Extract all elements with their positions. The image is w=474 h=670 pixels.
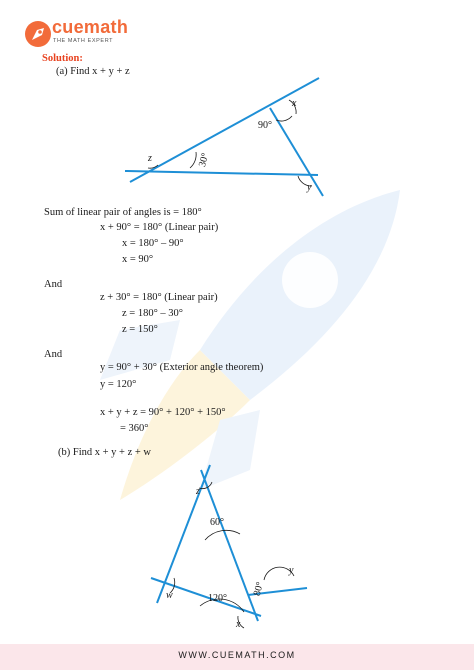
- label-120: 120°: [208, 593, 227, 604]
- step-line: x = 90°: [122, 254, 154, 265]
- label-z: z: [148, 153, 152, 164]
- step-line: And: [44, 279, 63, 290]
- label-x-b: x: [236, 619, 241, 630]
- step-line: z = 180° – 30°: [122, 308, 183, 319]
- step-line: z + 30° = 180° (Linear pair): [100, 292, 218, 303]
- step-line: x + y + z = 90° + 120° + 150°: [100, 407, 226, 418]
- footer-link[interactable]: WWW.CUEMATH.COM: [178, 650, 296, 660]
- step-line: y = 90° + 30° (Exterior angle theorem): [100, 362, 264, 373]
- label-80: 80°: [251, 580, 267, 598]
- solution-heading: Solution:: [42, 53, 83, 64]
- label-60: 60°: [210, 517, 224, 528]
- step-line: y = 120°: [100, 379, 137, 390]
- label-y-b: y: [289, 565, 294, 576]
- figure-a: [125, 78, 323, 196]
- part-a-title: (a) Find x + y + z: [56, 66, 130, 77]
- label-z-b: z: [196, 486, 200, 497]
- label-w: w: [166, 590, 173, 601]
- step-line: Sum of linear pair of angles is = 180°: [44, 207, 202, 218]
- part-b-title: (b) Find x + y + z + w: [58, 447, 152, 458]
- step-line: z = 150°: [122, 324, 158, 335]
- step-line: x = 180° – 90°: [122, 238, 184, 249]
- step-line: x + 90° = 180° (Linear pair): [100, 222, 219, 233]
- footer-bar: [0, 644, 474, 670]
- label-90: 90°: [258, 120, 272, 131]
- step-line: And: [44, 349, 63, 360]
- label-x: x: [292, 98, 297, 109]
- brand-name: cuemath: [52, 17, 129, 37]
- label-y: y: [307, 182, 312, 193]
- label-30: 30°: [197, 151, 212, 169]
- figure-b: [151, 465, 307, 621]
- brand-tagline: THE MATH EXPERT: [53, 38, 114, 44]
- step-line: = 360°: [120, 423, 149, 434]
